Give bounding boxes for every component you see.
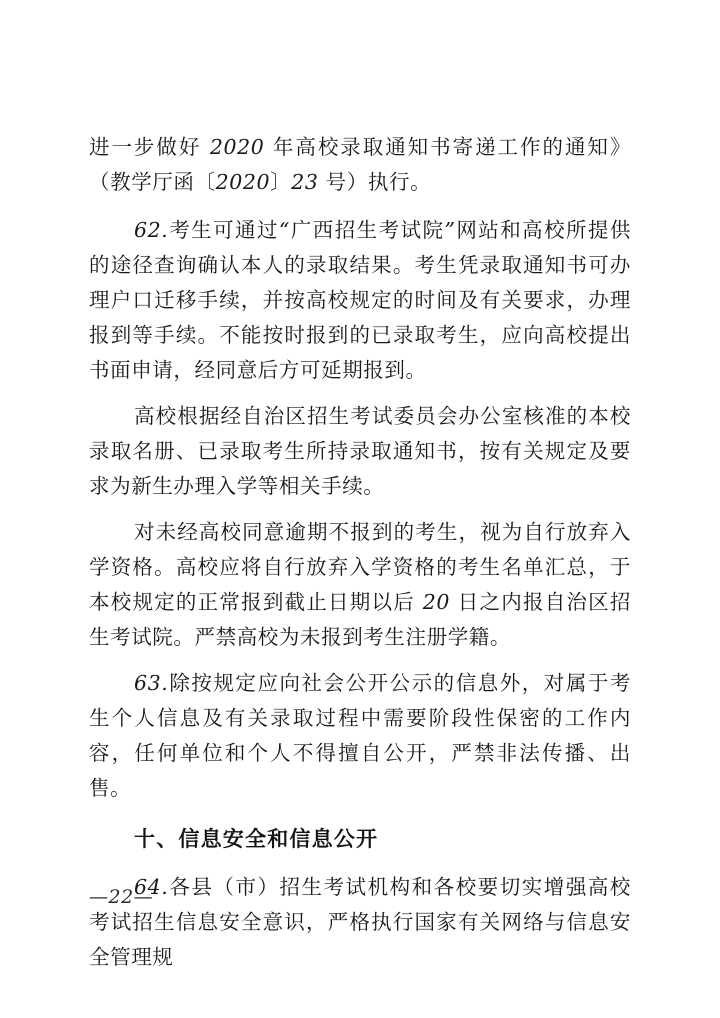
paragraph-continuation: 进一步做好 2020 年高校录取通知书寄递工作的通知》（教学厅函〔2020〕23 号）执行。: [89, 135, 631, 194]
paragraph-item-64: 64.各县（市）招生考试机构和各校要切实增强高校考试招生信息安全意识，严格执行国家有关网络与信息安全管理规: [89, 875, 631, 969]
paragraph-gap: [89, 504, 631, 515]
paragraph-enrollment-registry: 高校根据经自治区招生考试委员会办公室核准的本校录取名册、已录取考生所持录取通知书，按有关规定及要求为新生办理入学等相关手续。: [89, 404, 631, 498]
page-number: —22—: [89, 886, 154, 908]
section-heading-information-security: 十、信息安全和信息公开: [134, 827, 379, 851]
paragraph-gap: [89, 857, 631, 870]
paragraph-gap: [89, 655, 631, 666]
page-text-column: [89, 130, 631, 975]
paragraph-item-62: 62.考生可通过“广西招生考试院”网站和高校所提供的途径查询确认本人的录取结果。考生凭录取通知书可办理户口迁移手续，并按高校规定的时间及有关要求，办理报到等手续。不能按时报到的已录取考生，应向高校提出书面申请，经同意后方可延期报到。: [89, 218, 631, 382]
paragraph-gap: [89, 200, 631, 213]
paragraph-gap: [89, 388, 631, 399]
section-heading-gap: [89, 806, 631, 822]
paragraph-forfeit-qualification: 对未经高校同意逾期不报到的考生，视为自行放弃入学资格。高校应将自行放弃入学资格的考生名单汇总，于本校规定的正常报到截止日期以后 20 日之内报自治区招生考试院。严禁高校为未报到考生注册学籍。: [89, 520, 631, 649]
paragraph-item-63: 63.除按规定应向社会公开公示的信息外，对属于考生个人信息及有关录取过程中需要阶段性保密的工作内容，任何单位和个人不得擅自公开，严禁非法传播、出售。: [89, 671, 631, 800]
